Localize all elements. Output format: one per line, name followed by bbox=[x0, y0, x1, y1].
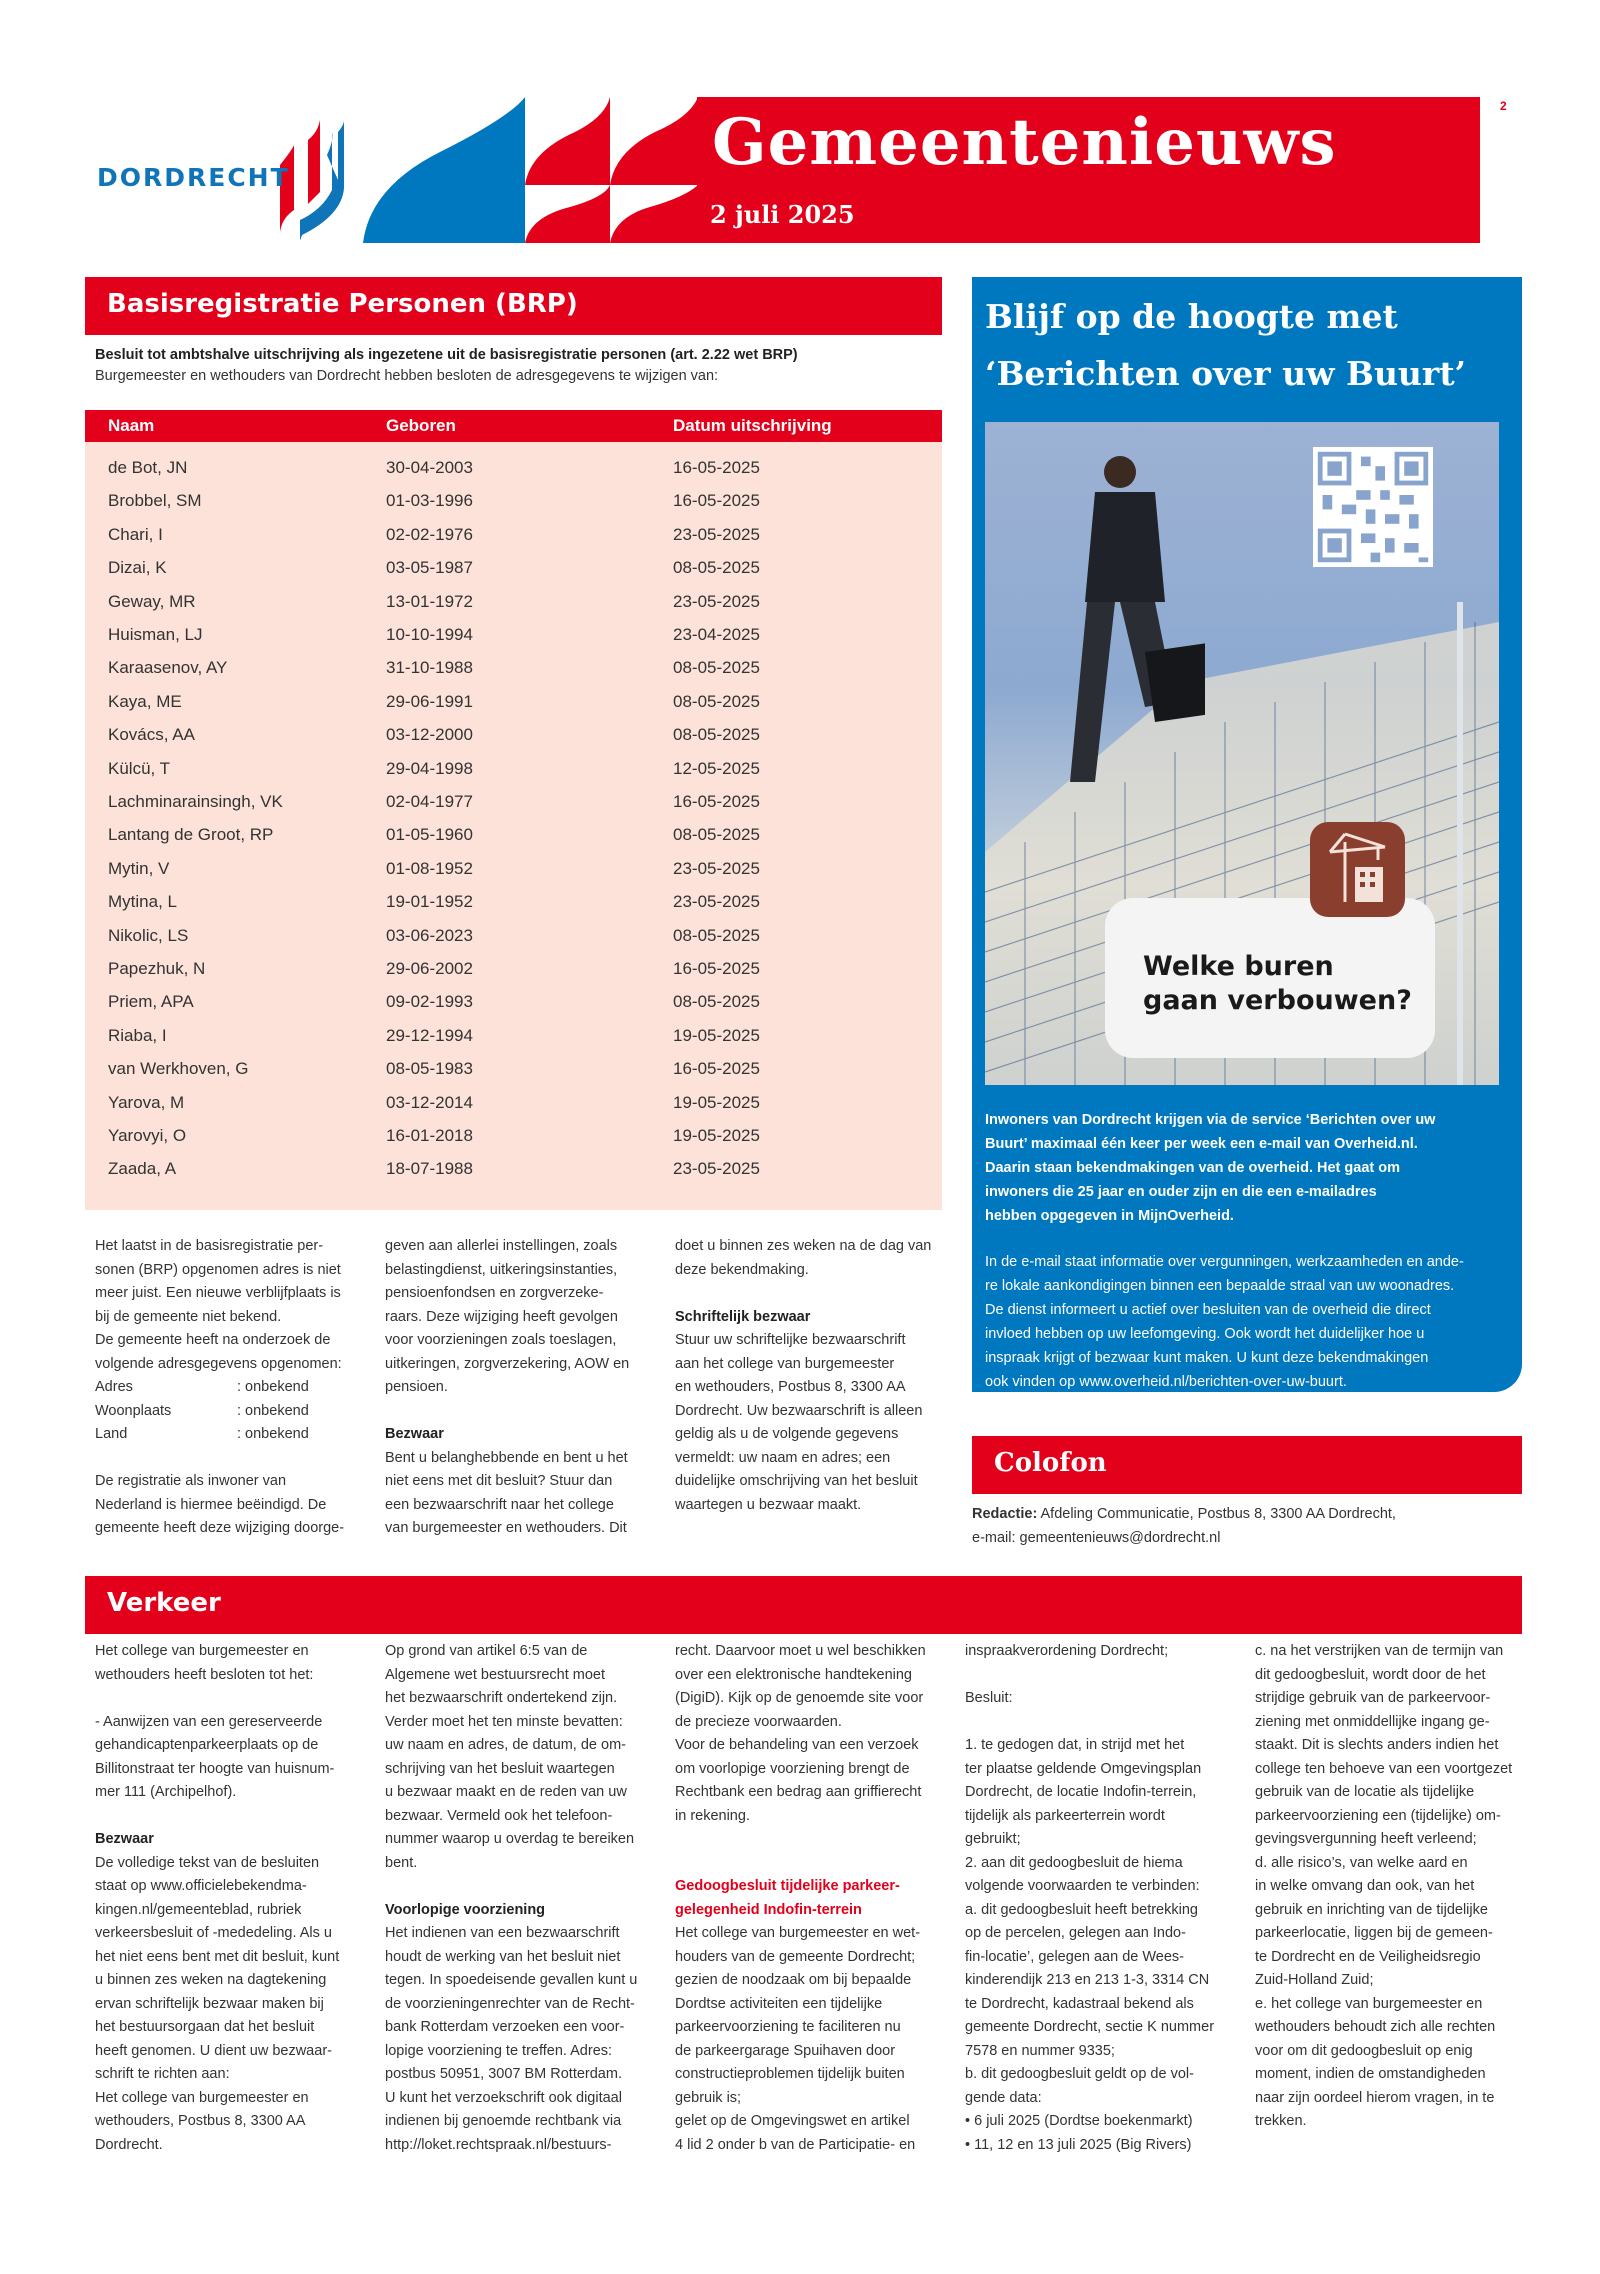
cell-geboren: 10-10-1994 bbox=[386, 625, 473, 644]
table-row bbox=[85, 792, 942, 825]
table-row bbox=[85, 658, 942, 691]
cell-geboren: 03-06-2023 bbox=[386, 925, 473, 945]
cell-geboren: 02-04-1977 bbox=[386, 792, 473, 811]
cell-geboren: 29-04-1998 bbox=[386, 758, 473, 778]
cell-naam: Zaada, A bbox=[108, 1159, 177, 1179]
cell-datum-uitschrijving: 23-05-2025 bbox=[673, 892, 760, 912]
field-value: : onbekend bbox=[237, 1379, 309, 1395]
cell-naam: Karaasenov, AY bbox=[108, 658, 228, 678]
brp-col1-paragraph: Het laatst in de basisregistratie per- sonen (BRP) opgenomen adres is niet meer juist. Een nieuwe verblijfplaats is bij de gemeente niet bekend. De gemeente heeft na onderzoek de volgende adresgegevens opgenomen: bbox=[95, 1238, 342, 1372]
table-row bbox=[85, 992, 942, 1025]
verkeer-col3-p2: Het college van burgemeester en wet- houders van de gemeente Dordrecht; gezien de noodzaak om bij bepaalde Dordtse activiteiten een tijdelijke parkeervoorziening te faciliteren nu de parkeergarage Spuihaven door constructieproblemen tijdelijk buiten gebruik is; gelet op de Omgevingswet en artikel 4 lid 2 onder b van de Participatie- en bbox=[675, 1925, 921, 2153]
cell-datum-uitschrijving: 23-04-2025 bbox=[673, 625, 760, 644]
schriftelijk-bezwaar-heading: Schriftelijk bezwaar bbox=[675, 1308, 811, 1325]
cell-naam: Kaya, ME bbox=[108, 691, 182, 711]
cell-datum-uitschrijving: 08-05-2025 bbox=[673, 825, 760, 845]
table-row bbox=[85, 491, 942, 524]
cell-datum-uitschrijving: 08-05-2025 bbox=[673, 658, 760, 678]
cell-geboren: 01-03-1996 bbox=[386, 491, 473, 511]
cell-geboren: 03-12-2014 bbox=[386, 1092, 473, 1112]
cell-datum-uitschrijving: 23-05-2025 bbox=[673, 1159, 760, 1179]
bezwaar-heading: Bezwaar bbox=[385, 1426, 444, 1442]
cell-naam: Papezhuk, N bbox=[108, 959, 206, 978]
verkeer-col-5 bbox=[1255, 1640, 1535, 2134]
field-value: : onbekend bbox=[237, 1426, 309, 1442]
address-fields bbox=[95, 1376, 360, 1447]
brp-section-title: Basisregistratie Personen (BRP) bbox=[107, 289, 578, 319]
speech-bubble bbox=[1105, 898, 1435, 1058]
cell-naam: Yarova, M bbox=[108, 1092, 185, 1112]
brp-decision-title: Besluit tot ambtshalve uitschrijving als ingezetene uit de basisregistratie personen (art. 2.22 wet BRP) bbox=[95, 347, 798, 363]
cell-naam: Lantang de Groot, RP bbox=[108, 825, 274, 845]
cell-datum-uitschrijving: 23-05-2025 bbox=[673, 858, 760, 878]
table-row bbox=[85, 1126, 942, 1159]
table-row bbox=[85, 625, 942, 658]
table-row bbox=[85, 458, 942, 491]
bubble-line-1: Welke buren bbox=[1143, 951, 1334, 982]
table-row bbox=[85, 692, 942, 725]
verkeer-bezwaar-heading: Bezwaar bbox=[95, 1831, 154, 1847]
cell-geboren: 18-07-1988 bbox=[386, 1159, 473, 1179]
cell-datum-uitschrijving: 19-05-2025 bbox=[673, 1025, 760, 1045]
cell-datum-uitschrijving: 08-05-2025 bbox=[673, 691, 760, 711]
besluit-label: Besluit: bbox=[965, 1690, 1013, 1706]
cell-datum-uitschrijving: 08-05-2025 bbox=[673, 558, 760, 578]
verkeer-col4-p3: 1. te gedogen dat, in strijd met het ter plaatse geldende Omgevingsplan Dordrecht, de locatie Indofin-terrein, tijdelijk als parkeerterrein wordt gebruikt; 2. aan dit gedoogbesluit de hiema volgende voorwaarden te verbinden: a. dit gedoogbesluit heeft betrekking op de percelen, gelegen aan Indo- fin-locatie’, gelegen aan de Wees- kinderendijk 213 en 213 1-3, 3314 CN te Dordrecht, kadastraal bekend als gemeente Dordrecht, sectie K nummer 7578 en nummer 9335; b. dit gedoogbesluit geldt op de vol- gende data: • 6 juli 2025 (Dordtse boekenmarkt) • 11, 12 en 13 juli 2025 (Big Rivers) bbox=[965, 1737, 1215, 2153]
cell-geboren: 01-05-1960 bbox=[386, 825, 473, 845]
cell-naam: Külcü, T bbox=[108, 758, 171, 778]
brp-table bbox=[85, 410, 942, 1210]
column-header-geboren: Geboren bbox=[386, 416, 456, 435]
field-label: Land bbox=[95, 1426, 128, 1442]
promo-title-line-1: Blijf op de hoogte met bbox=[985, 297, 1398, 336]
header-wave-graphic bbox=[360, 97, 700, 243]
brp-col2-paragraph: geven aan allerlei instellingen, zoals belastingdienst, uitkeringsinstanties, pensioenfondsen en zorgverzeke- raars. Deze wijziging heeft gevolgen voor voorzieningen zoals toeslagen, uitkeringen, zorgverzekering, AOW en pensioen. bbox=[385, 1238, 630, 1395]
brp-text-col-2 bbox=[385, 1235, 655, 1541]
gedoogbesluit-heading: Gedoogbesluit tijdelijke parkeer- gelegenheid Indofin-terrein bbox=[675, 1878, 900, 1918]
crane-building-icon bbox=[1310, 822, 1405, 917]
cell-datum-uitschrijving: 08-05-2025 bbox=[673, 925, 760, 945]
table-row bbox=[85, 1159, 942, 1192]
field-value: : onbekend bbox=[237, 1402, 309, 1419]
cell-datum-uitschrijving: 23-05-2025 bbox=[673, 591, 760, 611]
qr-code-icon[interactable] bbox=[1313, 447, 1433, 567]
table-row bbox=[85, 926, 942, 959]
table-row bbox=[85, 859, 942, 892]
verkeer-col3-p1: recht. Daarvoor moet u wel beschikken over een elektronische handtekening (DigiD). Kijk op de genoemde site voor de precieze voorwaarden. Voor de behandeling van een verzoek om voorlopige voorziening brengt de Rechtbank een bedrag aan griffierecht in rekening. bbox=[675, 1643, 926, 1824]
field-row bbox=[95, 1376, 360, 1400]
verkeer-col-1 bbox=[95, 1640, 365, 2157]
brp-table-header bbox=[85, 410, 942, 442]
promo-title bbox=[985, 288, 1466, 402]
verkeer-col5-p1: c. na het verstrijken van de termijn van dit gedoogbesluit, wordt door de het strijdige gebruik van de parkeervoor- ziening met onmiddellijke ingang ge- staakt. Dit is slechts anders indien het college ten behoeve van een voortgezet gebruik van de locatie als tijdelijke parkeervoorziening een (tijdelijke) om- gevingsvergunning heeft verleend; d. alle risico’s, van welke aard en in welke omvang dan ook, van het gebruik en inrichting van de tijdelijke parkeerlocatie, liggen bij de gemeen- te Dordrecht en de Veiligheidsregio Zuid-Holland Zuid; e. het college van burgemeester en wethouders behoudt zich alle rechten voor om dit gedoogbesluit op enig moment, indien de omstandigheden naar zijn oordeel hierom vragen, in te trekken. bbox=[1255, 1643, 1513, 2129]
cell-geboren: 19-01-1952 bbox=[386, 892, 473, 912]
redactie-label: Redactie: bbox=[972, 1506, 1038, 1522]
colofon-title: Colofon bbox=[994, 1448, 1107, 1478]
field-label: Adres bbox=[95, 1379, 133, 1395]
cell-geboren: 08-05-1983 bbox=[386, 1059, 473, 1079]
verkeer-col-3 bbox=[675, 1640, 950, 2157]
brp-intro-text: Burgemeester en wethouders van Dordrecht hebben besloten de adresgegevens te wijzigen van: bbox=[95, 368, 719, 384]
table-row bbox=[85, 759, 942, 792]
colofon-email[interactable]: e-mail: gemeentenieuws@dordrecht.nl bbox=[972, 1529, 1221, 1546]
cell-geboren: 30-04-2003 bbox=[386, 458, 473, 477]
promo-paragraph: In de e-mail staat informatie over vergunningen, werkzaamheden en ande- re lokale aankondigingen binnen een bepaalde straal van uw woonadres. De dienst informeert u actief over besluiten van de overheid die direct invloed hebben op uw leefomgeving. Ook wordt het duidelijker hoe u inspraak krijgt of bezwaar kunt maken. U kunt deze bekendmakingen ook vinden op www.overheid.nl/berichten-over-uw-buurt. bbox=[985, 1254, 1464, 1390]
cell-geboren: 16-01-2018 bbox=[386, 1126, 473, 1145]
cell-naam: Huisman, LJ bbox=[108, 625, 203, 644]
cell-geboren: 13-01-1972 bbox=[386, 591, 473, 611]
cell-geboren: 03-05-1987 bbox=[386, 558, 473, 578]
table-row bbox=[85, 725, 942, 758]
cell-naam: Lachminarainsingh, VK bbox=[108, 792, 283, 811]
cell-datum-uitschrijving: 19-05-2025 bbox=[673, 1126, 760, 1145]
verkeer-col2-p2: Het indienen van een bezwaarschrift houdt de werking van het besluit niet tegen. In spoedeisende gevallen kunt u de voorzieningenrechter van de Recht- bank Rotterdam verzoeken een voor- lopige voorziening te treffen. Adres: postbus 50951, 3007 BM Rotterdam. U kunt het verzoekschrift ook digitaal indienen bij genoemde rechtbank via http://loket.rechtspraak.nl/bestuurs- bbox=[385, 1925, 638, 2153]
brp-text-col-1 bbox=[95, 1235, 360, 1541]
table-row bbox=[85, 1026, 942, 1059]
worker-figure bbox=[1025, 452, 1205, 832]
cell-datum-uitschrijving: 16-05-2025 bbox=[673, 792, 760, 811]
bubble-line-2: gaan verbouwen? bbox=[1143, 985, 1412, 1016]
crane-glyph bbox=[1310, 822, 1405, 917]
brp-col3-paragraph: doet u binnen zes weken na de dag van deze bekendmaking. bbox=[675, 1238, 932, 1278]
cell-geboren: 29-12-1994 bbox=[386, 1025, 473, 1045]
table-row bbox=[85, 1059, 942, 1092]
cell-naam: Nikolic, LS bbox=[108, 925, 189, 945]
cell-naam: Mytina, L bbox=[108, 892, 177, 912]
table-row bbox=[85, 1093, 942, 1126]
column-header-datum: Datum uitschrijving bbox=[673, 416, 832, 435]
cell-naam: Chari, I bbox=[108, 524, 163, 544]
verkeer-col4-p1: inspraakverordening Dordrecht; bbox=[965, 1643, 1169, 1659]
cell-datum-uitschrijving: 19-05-2025 bbox=[673, 1092, 760, 1112]
colofon-text bbox=[972, 1503, 1396, 1550]
page-number: 2 bbox=[1500, 99, 1507, 113]
table-row bbox=[85, 525, 942, 558]
brp-col3-paragraph-2: Stuur uw schriftelijke bezwaarschrift aan het college van burgemeester en wethouders, Postbus 8, 3300 AA Dordrecht. Uw bezwaarschrift is alleen geldig als u de volgende gegevens vermeldt: uw naam en adres; een duidelijke omschrijving van het besluit waartegen u bezwaar maakt. bbox=[675, 1332, 923, 1513]
verkeer-col1-p2: - Aanwijzen van een gereserveerde gehandicaptenparkeerplaats op de Billitonstraat ter hoogte van huisnum- mer 111 (Archipelhof). bbox=[95, 1713, 335, 1800]
colofon-section-header bbox=[972, 1436, 1522, 1494]
voorlopige-voorziening-heading: Voorlopige voorziening bbox=[385, 1901, 546, 1918]
field-row bbox=[95, 1423, 360, 1447]
brp-text-col-3 bbox=[675, 1235, 950, 1517]
cell-geboren: 09-02-1993 bbox=[386, 992, 473, 1012]
verkeer-section-header bbox=[85, 1576, 1522, 1634]
cell-datum-uitschrijving: 08-05-2025 bbox=[673, 725, 760, 745]
cell-geboren: 31-10-1988 bbox=[386, 658, 473, 678]
table-row bbox=[85, 558, 942, 591]
cell-naam: Kovács, AA bbox=[108, 725, 195, 745]
table-row bbox=[85, 892, 942, 925]
promo-title-line-2: ‘Berichten over uw Buurt’ bbox=[985, 354, 1467, 393]
verkeer-col1-p3: De volledige tekst van de besluiten staat op www.officielebekendma- kingen.nl/gemeenteblad, rubriek verkeersbesluit of -mededeling. Als u het niet eens bent met dit besluit, kunt u binnen zes weken na dagtekening ervan schriftelijk bezwaar maken bij het bestuursorgaan dat het besluit heeft genomen. U dient uw bezwaar- schrift te richten aan: Het college van burgemeester en wethouders, Postbus 8, 3300 AA Dordrecht. bbox=[95, 1854, 340, 2153]
cell-geboren: 01-08-1952 bbox=[386, 858, 473, 878]
cell-geboren: 02-02-1976 bbox=[386, 524, 473, 544]
cell-geboren: 29-06-1991 bbox=[386, 691, 473, 711]
qr-code-graphic bbox=[1313, 447, 1433, 567]
promo-photo bbox=[985, 422, 1499, 1085]
promo-paragraph-bold: Inwoners van Dordrecht krijgen via de service ‘Berichten over uw Buurt’ maximaal één keer per week een e-mail van Overheid.nl. Daarin staan bekendmakingen van de overheid. Het gaat om inwoners die 25 jaar en ouder zijn en die een e-mailadres hebben opgegeven in MijnOverheid. bbox=[985, 1112, 1436, 1224]
cell-naam: Riaba, I bbox=[108, 1025, 167, 1045]
cell-geboren: 29-06-2002 bbox=[386, 959, 473, 978]
brp-col1-paragraph-2: De registratie als inwoner van Nederland is hiermee beëindigd. De gemeente heeft deze wijziging doorge- bbox=[95, 1473, 345, 1536]
cell-datum-uitschrijving: 16-05-2025 bbox=[673, 1059, 760, 1079]
table-row bbox=[85, 959, 942, 992]
cell-naam: Mytin, V bbox=[108, 858, 170, 878]
brp-col2-paragraph-2: Bent u belanghebbende en bent u het niet eens met dit besluit? Stuur dan een bezwaarschrift naar het college van burgemeester en wethouders. Dit bbox=[385, 1449, 628, 1536]
cell-naam: Dizai, K bbox=[108, 558, 167, 578]
cell-datum-uitschrijving: 16-05-2025 bbox=[673, 458, 760, 477]
verkeer-col2-p1: Op grond van artikel 6:5 van de Algemene wet bestuursrecht moet het bezwaarschrift ondertekend zijn. Verder moet het ten minste bevatten: uw naam en adres, de datum, de om- schrijving van het besluit waartegen u bezwaar maakt en de reden van uw bezwaar. Vermeld ook het telefoon- nummer waarop u overdag te bereiken bent. bbox=[385, 1643, 635, 1871]
cell-naam: Yarovyi, O bbox=[108, 1126, 187, 1145]
cell-datum-uitschrijving: 12-05-2025 bbox=[673, 758, 760, 778]
verkeer-col-2 bbox=[385, 1640, 660, 2157]
redactie-address: Afdeling Communicatie, Postbus 8, 3300 AA Dordrecht, bbox=[1037, 1506, 1396, 1522]
verkeer-title: Verkeer bbox=[107, 1588, 221, 1618]
column-header-naam: Naam bbox=[108, 416, 155, 435]
publication-title: Gemeentenieuws bbox=[712, 105, 1337, 180]
field-label: Woonplaats bbox=[95, 1402, 172, 1419]
cell-geboren: 03-12-2000 bbox=[386, 725, 473, 745]
cell-datum-uitschrijving: 23-05-2025 bbox=[673, 524, 760, 544]
bubble-text bbox=[1143, 950, 1412, 1018]
cell-naam: Priem, APA bbox=[108, 992, 194, 1012]
cell-naam: van Werkhoven, G bbox=[108, 1059, 249, 1079]
publication-date: 2 juli 2025 bbox=[710, 200, 855, 229]
cell-naam: de Bot, JN bbox=[108, 458, 188, 477]
table-row bbox=[85, 825, 942, 858]
brp-section-header bbox=[85, 277, 942, 335]
verkeer-col1-p1: Het college van burgemeester en wethouders heeft besloten tot het: bbox=[95, 1643, 314, 1683]
verkeer-col-4 bbox=[965, 1640, 1245, 2157]
cell-datum-uitschrijving: 16-05-2025 bbox=[673, 491, 760, 511]
logo-text: DORDRECHT bbox=[97, 163, 290, 192]
colofon-line-1 bbox=[972, 1503, 1396, 1527]
cell-datum-uitschrijving: 16-05-2025 bbox=[673, 959, 760, 978]
field-row bbox=[95, 1400, 360, 1424]
table-row bbox=[85, 592, 942, 625]
cell-naam: Geway, MR bbox=[108, 591, 196, 611]
cell-datum-uitschrijving: 08-05-2025 bbox=[673, 992, 760, 1012]
cell-naam: Brobbel, SM bbox=[108, 491, 202, 511]
